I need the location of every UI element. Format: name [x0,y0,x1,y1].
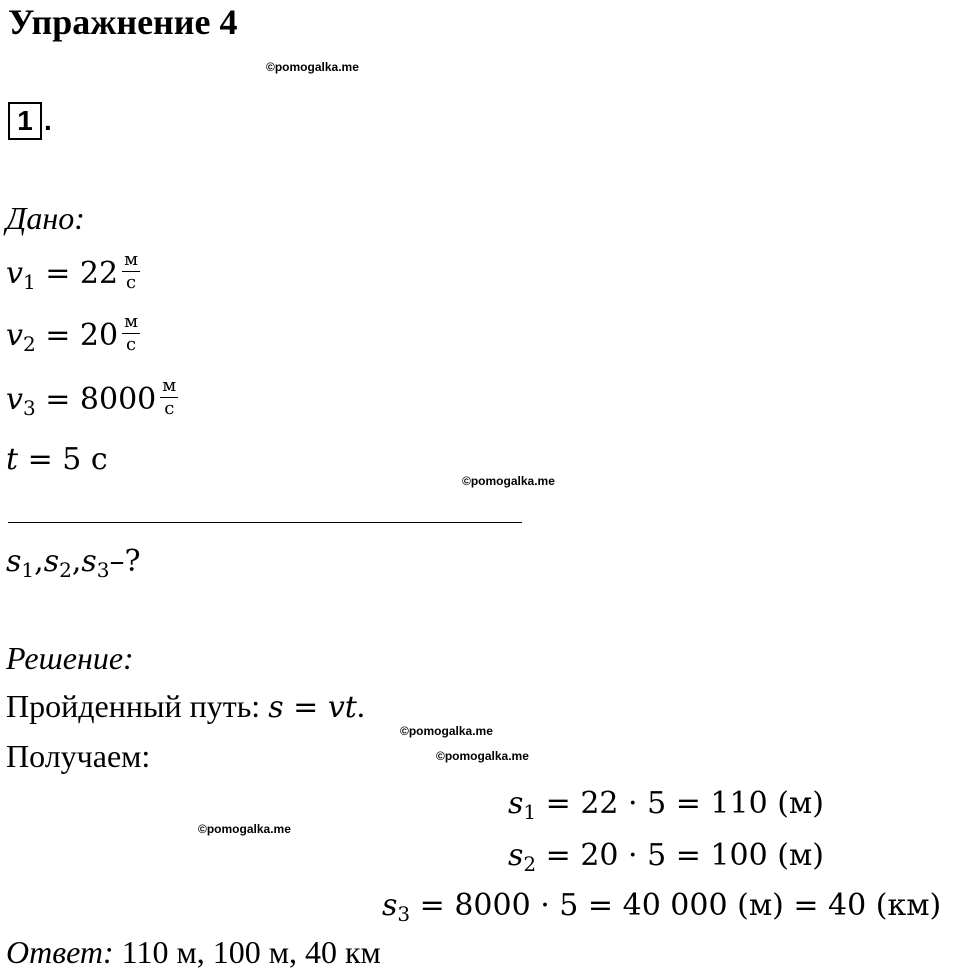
answer-text: 110 м, 100 м, 40 км [113,934,381,970]
given-v3: $v_3 = 8000$ $\frac{м}{с}$ [6,374,177,420]
equation-s1: $s_1 = 22 \cdot 5 = 110$ (м) [508,786,824,824]
divider-line [8,522,522,523]
watermark: ©pomogalka.me [198,822,291,836]
given-v2: $v_2 = 20$ $\frac{м}{с}$ [6,310,139,356]
watermark: ©pomogalka.me [436,749,529,763]
given-v1: $v_1 = 22$ $\frac{м}{с}$ [6,248,139,294]
problem-number-dot: . [44,105,52,136]
problem-number-box: 1 [8,102,42,140]
watermark: ©pomogalka.me [400,724,493,738]
get-label: Получаем: [6,738,151,774]
equation-s2: $s_2 = 20 \cdot 5 = 100$ (м) [508,838,824,876]
watermark: ©pomogalka.me [266,60,359,74]
find-line: $s_1,s_2,s_3-$? [6,544,141,582]
answer-label: Ответ: [6,934,114,970]
path-formula-line: Пройденный путь: s = vt. [6,688,365,725]
solution-label: Решение: [6,640,134,676]
given-t: t = 5 с [6,442,108,477]
equation-s3: $s_3 = 8000 \cdot 5 = 40$ 000 (м) = 40 (км) [382,888,942,926]
given-label: Дано: [6,200,85,236]
page-title: Упражнение 4 [8,2,238,42]
answer-line [6,932,381,972]
watermark: ©pomogalka.me [462,474,555,488]
